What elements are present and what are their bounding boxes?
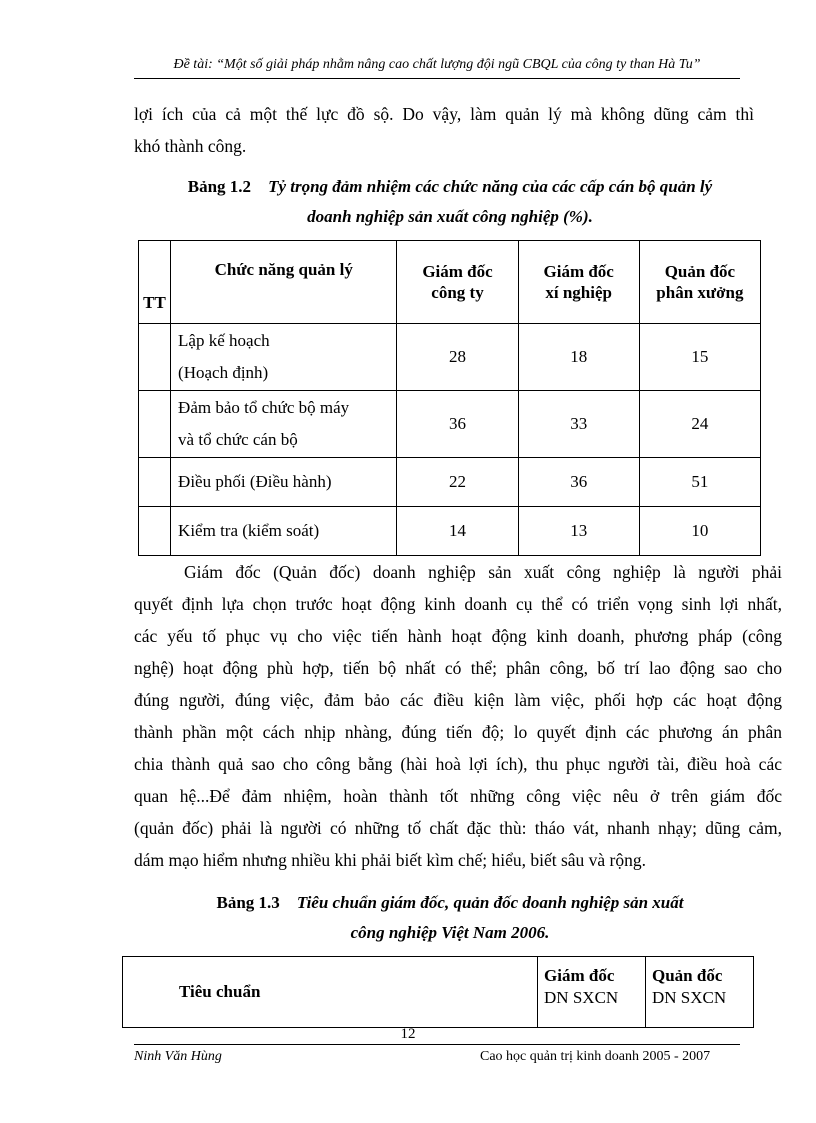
paragraph-line: (quản đốc) phải là người có những tố chất đặc thù: tháo vát, nhanh nhạy; dũng cảm, — [134, 818, 782, 838]
header-title: Đề tài: “Một số giải pháp nhằm nâng cao chất lượng đội ngũ CBQL của công ty than Hà Tu” — [173, 57, 701, 72]
table2-caption-line1 — [120, 888, 780, 918]
function-line: Đảm bảo tổ chức bộ máy — [178, 398, 350, 417]
cell-value: 33 — [518, 391, 639, 458]
table1-caption-line2: doanh nghiệp sản xuất công nghiệp (%). — [307, 207, 593, 226]
header-line: DN SXCN — [652, 988, 727, 1007]
paragraph-line: các yếu tố phục vụ cho việc tiến hành hoạt động kinh doanh, phương pháp (công — [134, 626, 782, 646]
footer-divider — [134, 1044, 740, 1045]
cell-value: 24 — [639, 391, 760, 458]
header-line: DN SXCN — [544, 988, 619, 1007]
header-line: Giám đốc — [544, 966, 615, 985]
cell-value: 13 — [518, 507, 639, 556]
header-line: công ty — [431, 283, 484, 302]
header-standard: Tiêu chuẩn — [123, 957, 538, 1028]
cell-tt — [139, 391, 171, 458]
header-enterprise-director — [518, 241, 639, 324]
cell-tt — [139, 507, 171, 556]
cell-value: 36 — [397, 391, 518, 458]
function-line: và tổ chức cán bộ — [178, 430, 298, 449]
cell-value: 28 — [397, 324, 518, 391]
function-share-table — [138, 240, 761, 556]
table2-caption — [120, 888, 780, 948]
table1-caption-line1 — [120, 172, 780, 202]
header-function: Chức năng quản lý — [171, 241, 397, 324]
standards-table — [122, 956, 754, 1028]
paragraph-line: lợi ích của cả một thế lực đồ sộ. Do vậy, làm quản lý mà không dũng cảm thì — [134, 104, 754, 124]
cell-tt — [139, 324, 171, 391]
paragraph-line: khó thành công. — [134, 136, 247, 156]
table-row — [139, 391, 761, 458]
table-header-row — [123, 957, 754, 1028]
paragraph-line: quan hệ...Để đảm nhiệm, hoàn thành tốt những công việc nêu ở trên giám đốc — [134, 786, 782, 806]
header-workshop-foreman — [639, 241, 760, 324]
cell-value: 22 — [397, 458, 518, 507]
header-line: phân xưởng — [656, 283, 744, 302]
table2-caption-label: Bảng 1.3 — [216, 893, 280, 912]
table1-caption-label: Bảng 1.2 — [187, 177, 252, 196]
cell-value: 51 — [639, 458, 760, 507]
header-line: Quản đốc — [664, 262, 736, 281]
header-line: Giám đốc — [543, 262, 614, 281]
cell-value: 14 — [397, 507, 518, 556]
function-line: Lập kế hoạch — [178, 331, 270, 350]
cell-value: 36 — [518, 458, 639, 507]
paragraph-line: nghệ) hoạt động phù hợp, tiến bộ nhất có thể; phân công, bố trí lao động sao cho — [134, 658, 782, 678]
cell-function — [171, 391, 397, 458]
header-line: xí nghiệp — [545, 283, 612, 302]
table-row — [139, 507, 761, 556]
cell-value: 15 — [639, 324, 760, 391]
table1-caption — [120, 172, 780, 232]
intro-paragraph — [134, 98, 754, 162]
table-header-row — [139, 241, 761, 324]
cell-function — [171, 324, 397, 391]
table2-caption-line2: công nghiệp Việt Nam 2006. — [350, 923, 550, 942]
paragraph-line: quyết định lựa chọn trước hoạt động kinh doanh cụ thể có triển vọng sinh lợi nhất, — [134, 594, 782, 614]
header-director — [538, 957, 646, 1028]
table2-caption-title: Tiêu chuẩn giám đốc, quản đốc doanh nghiệp sản xuất — [296, 893, 684, 912]
header-foreman — [646, 957, 754, 1028]
page-header — [134, 56, 740, 79]
table-row — [139, 324, 761, 391]
footer-author: Ninh Văn Hùng — [134, 1049, 222, 1064]
paragraph-line: dám mạo hiểm nhưng nhiều khi phải biết kìm chế; hiểu, biết sâu và rộng. — [134, 850, 647, 870]
table1-caption-title: Tỷ trọng đảm nhiệm các chức năng của các cấp cán bộ quản lý — [268, 177, 713, 196]
page-number: 12 — [400, 1026, 416, 1042]
cell-function: Kiểm tra (kiểm soát) — [171, 507, 397, 556]
header-tt: TT — [139, 241, 171, 324]
header-line: Giám đốc — [422, 262, 493, 281]
paragraph-line: thành phần một cách nhịp nhàng, đúng tiến độ; lo quyết định các phương án phân — [134, 722, 782, 742]
paragraph-line: đúng người, đúng việc, đảm bảo các điều kiện làm việc, phối hợp các hoạt động — [134, 690, 782, 710]
paragraph-line: Giám đốc (Quản đốc) doanh nghiệp sản xuất công nghiệp là người phải — [184, 562, 782, 582]
footer-program: Cao học quản trị kinh doanh 2005 - 2007 — [480, 1049, 711, 1064]
header-company-director — [397, 241, 518, 324]
cell-function: Điều phối (Điều hành) — [171, 458, 397, 507]
header-line: Quản đốc — [652, 966, 723, 985]
cell-value: 10 — [639, 507, 760, 556]
body-paragraph — [134, 556, 782, 876]
table-row — [139, 458, 761, 507]
function-line: (Hoạch định) — [178, 363, 269, 382]
cell-tt — [139, 458, 171, 507]
paragraph-line: chia thành quả sao cho công bằng (hài hoà lợi ích), thu phục người tài, điều hoà các — [134, 754, 782, 774]
cell-value: 18 — [518, 324, 639, 391]
